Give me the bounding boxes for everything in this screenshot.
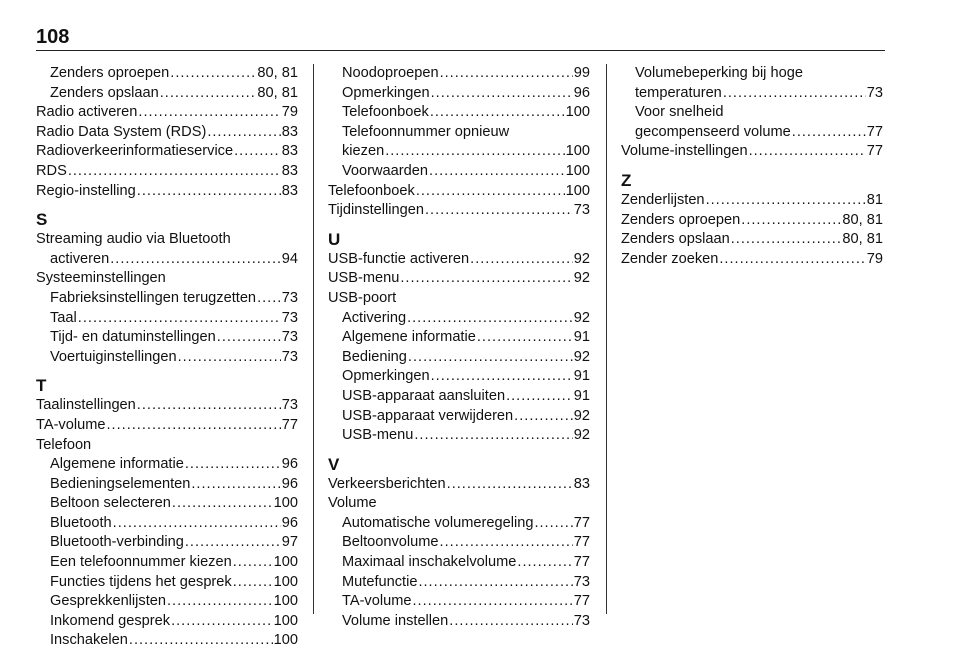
index-term: Activering (342, 309, 407, 326)
page-reference: 77 (573, 514, 590, 531)
page-reference: 73 (573, 202, 590, 219)
page-reference: 81 (866, 191, 883, 208)
index-term: USB-functie activeren (328, 250, 470, 267)
index-term: Regio-instelling (36, 182, 136, 199)
column-divider-1 (313, 64, 314, 614)
index-term: Zenders opslaan (621, 231, 730, 248)
index-entry (328, 84, 590, 104)
page-reference: 73 (281, 329, 298, 346)
page-reference: 80, 81 (842, 211, 883, 228)
page-reference: 80, 81 (257, 84, 298, 101)
index-entry (621, 230, 883, 250)
index-entry (36, 612, 298, 632)
index-term: Tijd- en datuminstellingen (50, 329, 216, 346)
index-entry (36, 475, 298, 495)
index-term: Automatische volumeregeling (342, 514, 534, 531)
dot-leader (207, 123, 280, 143)
index-term: USB-menu (328, 270, 400, 287)
index-entry (36, 182, 298, 202)
dot-leader (429, 162, 565, 182)
dot-leader (431, 367, 573, 387)
index-entry (328, 367, 590, 387)
dot-leader (506, 387, 573, 407)
page-reference: 80, 81 (842, 231, 883, 248)
page-reference: 73 (281, 289, 298, 306)
dot-leader (234, 142, 281, 162)
index-term: activeren (50, 250, 110, 267)
index-entry (621, 250, 883, 270)
index-term: Taal (50, 309, 77, 326)
index-heading: Volumebeperking bij hoge (635, 65, 803, 81)
index-term: Zenders oproepen (621, 211, 741, 228)
index-entry (36, 84, 298, 104)
index-entry (36, 142, 298, 162)
dot-leader (517, 553, 572, 573)
index-entry (328, 103, 590, 123)
page-reference: 91 (573, 329, 590, 346)
page-reference: 79 (866, 250, 883, 267)
index-term: Inschakelen (50, 632, 128, 649)
dot-leader (723, 84, 866, 104)
page-reference: 100 (273, 554, 298, 571)
page-reference: 99 (573, 65, 590, 81)
page-reference: 83 (281, 162, 298, 179)
dot-leader (470, 250, 573, 270)
index-entry (36, 416, 298, 436)
index-term: USB-apparaat verwijderen (342, 407, 514, 424)
index-entry (36, 289, 298, 309)
dot-leader (430, 103, 565, 123)
page-reference: 77 (281, 416, 298, 433)
index-term: Radio activeren (36, 104, 138, 121)
index-entry (36, 533, 298, 553)
page-reference: 80, 81 (257, 65, 298, 81)
index-heading: Telefoonnummer opnieuw (342, 123, 510, 140)
page-reference: 100 (273, 632, 298, 649)
dot-leader (185, 533, 281, 553)
index-entry (328, 387, 590, 407)
index-term: Voorwaarden (342, 162, 429, 179)
index-entry (328, 250, 590, 270)
header-rule (36, 50, 885, 51)
dot-leader (408, 348, 573, 368)
page-reference: 79 (281, 104, 298, 121)
dot-leader (78, 309, 281, 329)
page-reference: 77 (866, 143, 883, 160)
page-reference: 77 (866, 123, 883, 140)
index-entry (328, 426, 590, 446)
dot-leader (113, 514, 281, 534)
dot-leader (170, 64, 256, 84)
index-term: Functies tijdens het gesprek (50, 573, 232, 590)
dot-leader (440, 64, 573, 84)
index-entry (328, 328, 590, 348)
index-entry (621, 84, 883, 104)
index-entry (36, 348, 298, 368)
index-term: Zenderlijsten (621, 191, 705, 208)
index-entry (328, 142, 590, 162)
dot-leader (706, 191, 866, 211)
index-term: Volume instellen (342, 612, 449, 629)
page-reference: 100 (565, 143, 590, 160)
index-entry (36, 592, 298, 612)
index-term: Opmerkingen (342, 368, 430, 385)
index-term: Zenders opslaan (50, 84, 159, 101)
index-entry (328, 348, 590, 368)
page-reference: 92 (573, 348, 590, 365)
index-term: gecompenseerd volume (635, 123, 791, 140)
dot-leader (167, 592, 273, 612)
dot-leader (440, 533, 573, 553)
index-entry (36, 103, 298, 123)
index-heading: Streaming audio via Bluetooth (36, 231, 231, 248)
dot-leader (412, 592, 572, 612)
dot-leader (178, 348, 281, 368)
page-reference: 100 (273, 495, 298, 512)
dot-leader (477, 328, 573, 348)
page-reference: 96 (573, 84, 590, 101)
index-term: Maximaal inschakelvolume (342, 554, 517, 571)
section-letter: T (36, 376, 47, 396)
section-letter: S (36, 210, 48, 230)
dot-leader (749, 142, 866, 162)
index-column-3 (621, 64, 883, 269)
dot-leader (731, 230, 842, 250)
dot-leader (160, 84, 257, 104)
index-term: Algemene informatie (342, 329, 476, 346)
dot-leader (431, 84, 573, 104)
index-term: USB-apparaat aansluiten (342, 387, 506, 404)
dot-leader (385, 142, 564, 162)
index-term: Zender zoeken (621, 250, 719, 267)
dot-leader (137, 182, 281, 202)
index-entry (36, 64, 298, 84)
page-reference: 91 (573, 387, 590, 404)
dot-leader (719, 250, 865, 270)
page-reference: 92 (573, 270, 590, 287)
index-term: USB-menu (342, 427, 414, 444)
index-entry (36, 309, 298, 329)
index-entry (36, 514, 298, 534)
index-entry (328, 407, 590, 427)
dot-leader (400, 269, 572, 289)
index-term: kiezen (342, 143, 385, 160)
index-entry (328, 533, 590, 553)
index-entry (328, 475, 590, 495)
dot-leader (418, 573, 572, 593)
page-reference: 73 (866, 84, 883, 101)
dot-leader (106, 416, 280, 436)
index-entry (36, 123, 298, 143)
dot-leader (233, 573, 273, 593)
index-heading: Volume (328, 495, 377, 512)
index-term: RDS (36, 162, 67, 179)
page-reference: 83 (573, 475, 590, 492)
index-term: Tijdinstellingen (328, 202, 424, 219)
page-reference: 77 (573, 534, 590, 551)
index-entry (36, 396, 298, 416)
dot-leader (416, 182, 565, 202)
page-reference: 96 (281, 456, 298, 473)
page-reference: 100 (565, 182, 590, 199)
page-reference: 77 (573, 554, 590, 571)
section-letter: V (328, 454, 340, 474)
dot-leader (233, 553, 273, 573)
page-reference: 73 (281, 348, 298, 365)
index-entry (36, 250, 298, 270)
page-reference: 100 (565, 162, 590, 179)
index-entry (328, 269, 590, 289)
index-term: TA-volume (342, 593, 412, 610)
dot-leader (129, 631, 273, 651)
index-entry (36, 553, 298, 573)
index-term: Radio Data System (RDS) (36, 123, 207, 140)
index-entry (328, 309, 590, 329)
index-entry (36, 631, 298, 651)
dot-leader (185, 455, 281, 475)
dot-leader (172, 494, 273, 514)
page-reference: 92 (573, 309, 590, 326)
index-entry (328, 162, 590, 182)
dot-leader (137, 396, 281, 416)
index-entry (36, 162, 298, 182)
dot-leader (171, 612, 273, 632)
dot-leader (68, 162, 281, 182)
page-reference: 83 (281, 182, 298, 199)
page-reference: 83 (281, 143, 298, 160)
index-entry (36, 494, 298, 514)
index-entry (621, 123, 883, 143)
page-reference: 73 (281, 309, 298, 326)
page-reference: 73 (573, 573, 590, 590)
section-letter: Z (621, 170, 632, 190)
index-term: Bedieningselementen (50, 475, 191, 492)
dot-leader (449, 612, 572, 632)
page-reference: 73 (281, 397, 298, 414)
index-term: Gesprekkenlijsten (50, 593, 166, 610)
index-term: Verkeersberichten (328, 475, 446, 492)
index-term: Telefoonboek (328, 182, 415, 199)
dot-leader (138, 103, 280, 123)
page-number: 108 (36, 26, 70, 48)
dot-leader (425, 201, 573, 221)
index-term: Telefoonboek (342, 104, 429, 121)
page-reference: 77 (573, 593, 590, 610)
index-term: Voertuiginstellingen (50, 348, 177, 365)
page-reference: 96 (281, 514, 298, 531)
index-term: Volume-instellingen (621, 143, 748, 160)
page-reference: 100 (273, 573, 298, 590)
index-term: Algemene informatie (50, 456, 184, 473)
page-reference: 73 (573, 612, 590, 629)
index-entry (36, 328, 298, 348)
page-reference: 100 (273, 593, 298, 610)
dot-leader (407, 309, 573, 329)
index-column-2 (328, 64, 590, 631)
index-term: Bluetooth (50, 514, 112, 531)
dot-leader (447, 475, 573, 495)
index-entry (36, 573, 298, 593)
page-reference: 92 (573, 427, 590, 444)
dot-leader (514, 407, 573, 427)
index-entry (36, 455, 298, 475)
index-entry (328, 612, 590, 632)
dot-leader (792, 123, 866, 143)
index-term: Zenders oproepen (50, 65, 170, 81)
index-term: Opmerkingen (342, 84, 430, 101)
index-term: Inkomend gesprek (50, 612, 171, 629)
index-heading: Systeeminstellingen (36, 270, 166, 287)
index-heading: Voor snelheid (635, 104, 724, 121)
index-term: Bediening (342, 348, 407, 365)
column-divider-2 (606, 64, 607, 614)
page-reference: 94 (281, 250, 298, 267)
dot-leader (110, 250, 281, 270)
page-reference: 91 (573, 368, 590, 385)
page-reference: 96 (281, 475, 298, 492)
index-term: Fabrieksinstellingen terugzetten (50, 289, 257, 306)
index-term: Radioverkeerinformatieservice (36, 143, 234, 160)
page-reference: 97 (281, 534, 298, 551)
index-term: temperaturen (635, 84, 722, 101)
page-reference: 83 (281, 123, 298, 140)
dot-leader (741, 211, 841, 231)
index-entry (328, 514, 590, 534)
index-entry (621, 191, 883, 211)
dot-leader (534, 514, 572, 534)
index-entry (328, 201, 590, 221)
index-entry (621, 142, 883, 162)
index-entry (621, 211, 883, 231)
dot-leader (191, 475, 280, 495)
index-heading: Telefoon (36, 436, 92, 453)
page-reference: 92 (573, 407, 590, 424)
index-entry (328, 182, 590, 202)
dot-leader (414, 426, 572, 446)
page-reference: 100 (273, 612, 298, 629)
index-term: Een telefoonnummer kiezen (50, 554, 232, 571)
index-term: Beltoonvolume (342, 534, 439, 551)
index-term: Noodoproepen (342, 65, 439, 81)
page-reference: 92 (573, 250, 590, 267)
index-heading: USB-poort (328, 289, 397, 306)
index-column-1 (36, 64, 298, 651)
dot-leader (257, 289, 281, 309)
index-entry (328, 64, 590, 84)
index-term: Taalinstellingen (36, 397, 136, 414)
index-term: Mutefunctie (342, 573, 418, 590)
index-term: Bluetooth-verbinding (50, 534, 184, 551)
index-entry (328, 553, 590, 573)
index-term: TA-volume (36, 416, 106, 433)
section-letter: U (328, 229, 341, 249)
index-term: Beltoon selecteren (50, 495, 171, 512)
index-entry (328, 592, 590, 612)
dot-leader (217, 328, 281, 348)
page-reference: 100 (565, 104, 590, 121)
index-entry (328, 573, 590, 593)
